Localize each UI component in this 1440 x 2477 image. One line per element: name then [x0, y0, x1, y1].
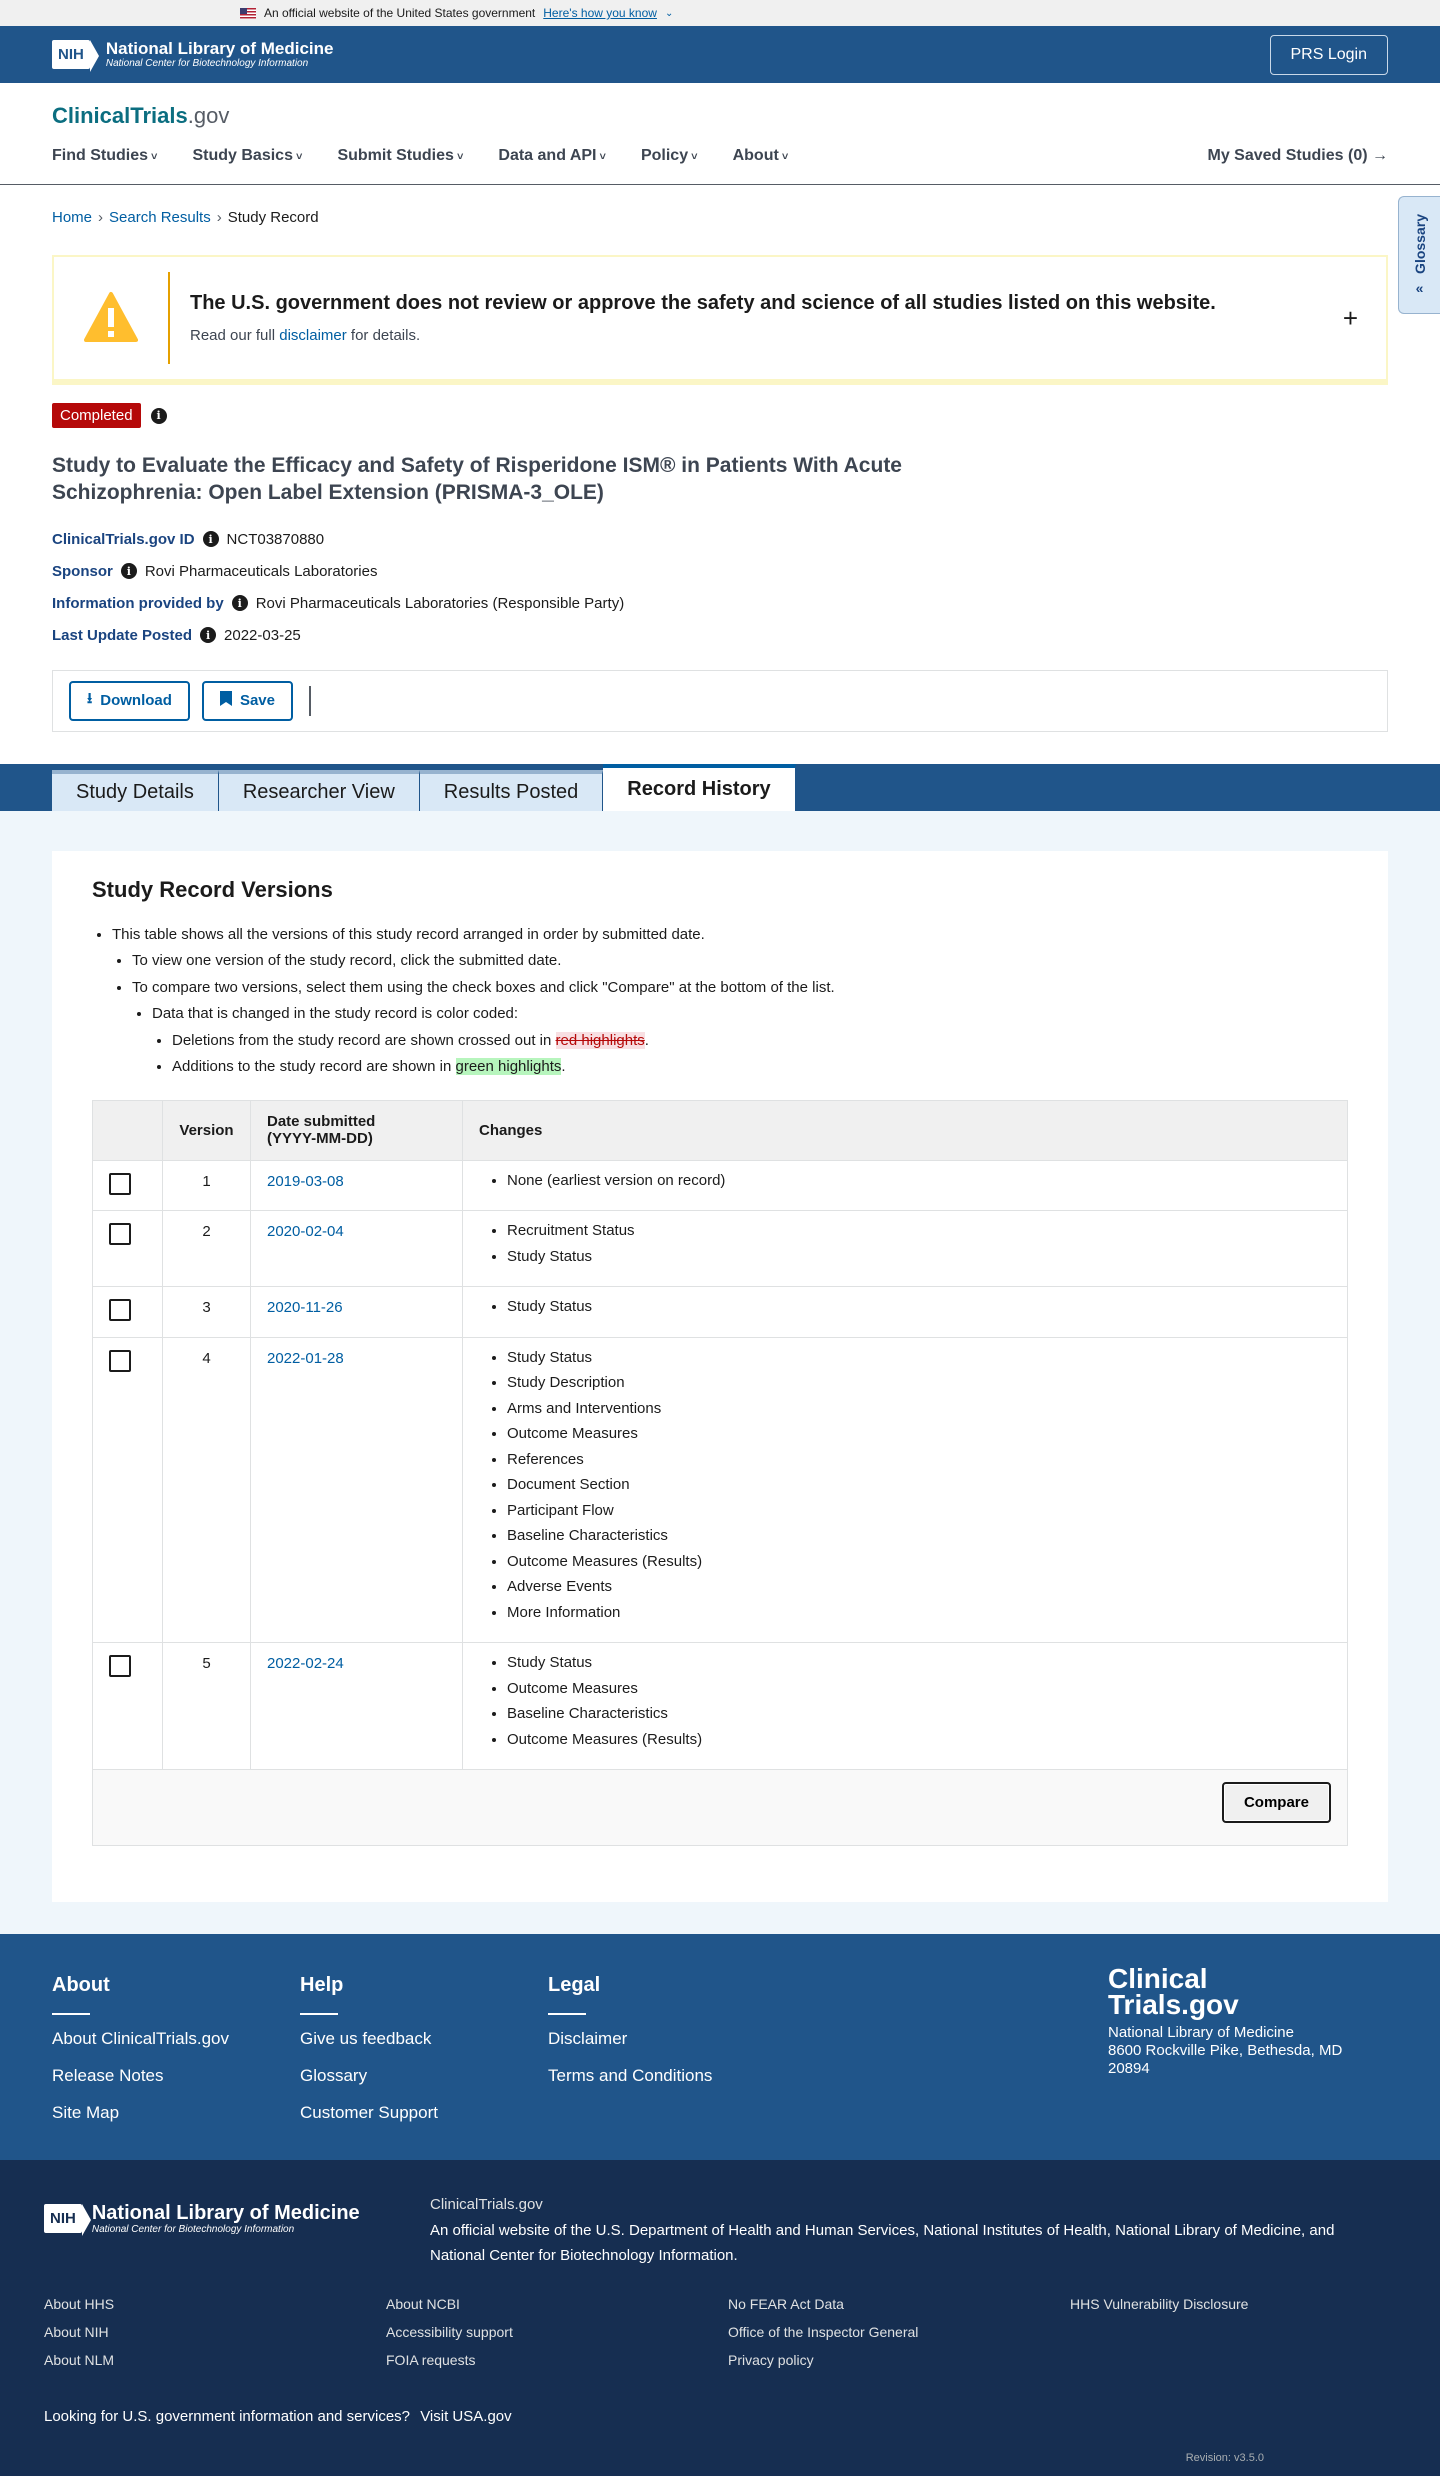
footer-link-glossary[interactable]: Glossary — [300, 2066, 368, 2086]
footer-logo-line2: Trials.gov — [1108, 1988, 1239, 2020]
official-website-text: An official website of the — [430, 2221, 592, 2239]
expand-plus-icon[interactable]: + — [1342, 302, 1358, 333]
link-hhs[interactable]: U.S. Department of Health and Human Services — [595, 2221, 915, 2239]
footer-utility-link[interactable]: FOIA requests — [386, 2352, 476, 2369]
legend-view-one: • To view one version of the study record, click the submitted date. — [132, 953, 1348, 970]
change-item: • More Information — [507, 1605, 1331, 1622]
change-item: • Study Status — [507, 1249, 1331, 1266]
select-cell — [93, 1287, 163, 1338]
footer-help-column — [300, 1974, 438, 2140]
change-item: • Baseline Characteristics — [507, 1706, 1331, 1723]
link-ncbi[interactable]: National Center for Biotechnology Information — [430, 2247, 734, 2265]
tab-record-history[interactable]: Record History — [603, 764, 795, 811]
link-nih[interactable]: National Institutes of Health — [923, 2221, 1107, 2239]
version-number: 5 — [163, 1643, 251, 1770]
sponsor-label: Sponsor — [52, 562, 113, 580]
disclaimer-link[interactable]: disclaimer — [279, 327, 347, 344]
footer-link-about-ct[interactable]: About ClinicalTrials.gov — [52, 2029, 229, 2049]
select-cell — [93, 1643, 163, 1770]
footer-clinicaltrials-logo[interactable] — [1108, 1963, 1358, 2020]
main-nav — [52, 147, 1388, 165]
changes-cell — [463, 1643, 1348, 1770]
brand-suffix: .gov — [187, 103, 230, 128]
usa-gov-row — [44, 2408, 512, 2425]
footer-link-terms[interactable]: Terms and Conditions — [548, 2066, 713, 2086]
footer-link-customer-support[interactable]: Customer Support — [300, 2103, 438, 2123]
changes-list — [507, 1350, 1331, 1622]
date-column-header — [251, 1100, 463, 1160]
gov-banner-text: An official website of the United States government — [264, 6, 536, 20]
date-header-label: Date submitted — [267, 1113, 376, 1131]
study-meta — [0, 507, 1440, 644]
site-header — [0, 83, 1440, 185]
record-history-card — [52, 851, 1388, 1903]
version-number: 2 — [163, 1211, 251, 1287]
submitted-date-link[interactable]: 2019-03-08 — [267, 1172, 344, 1190]
footer-utility-link[interactable]: Privacy policy — [728, 2352, 814, 2369]
download-button[interactable] — [69, 681, 190, 721]
link-nlm[interactable]: National Library of Medicine — [1115, 2221, 1302, 2239]
change-item: • None (earliest version on record) — [507, 1173, 1331, 1190]
footer-link-site-map[interactable]: Site Map — [52, 2103, 120, 2123]
table-row — [93, 1287, 1348, 1338]
toolbar-divider — [309, 686, 311, 716]
legend-intro: • This table shows all the versions of this study record arranged in order by submitted date. — [112, 927, 1348, 944]
footer-utility-link[interactable]: About NCBI — [386, 2296, 460, 2313]
nct-id-label: ClinicalTrials.gov ID — [52, 530, 195, 548]
date-header-format: (YYYY-MM-DD) — [267, 1130, 373, 1148]
footer-utility-link — [1070, 2324, 1412, 2340]
usa-gov-text: Looking for U.S. government information and services? — [44, 2408, 411, 2426]
compare-button[interactable]: Compare — [1222, 1782, 1331, 1823]
footer-rule — [548, 2013, 586, 2015]
chevron-down-icon: ⌄ — [664, 7, 674, 19]
nct-id-value: NCT03870880 — [226, 530, 325, 548]
info-icon[interactable]: i — [232, 595, 248, 611]
change-item: • Study Status — [507, 1299, 1331, 1316]
footer-street-address: 8600 Rockville Pike, Bethesda, MD 20894 — [1108, 2041, 1343, 2077]
version-column-header: Version — [163, 1100, 251, 1160]
prs-login-button[interactable]: PRS Login — [1270, 35, 1389, 75]
version-number: 1 — [163, 1160, 251, 1211]
footer-utility-link[interactable]: Accessibility support — [386, 2324, 513, 2341]
footer-org: National Library of Medicine — [1108, 2023, 1294, 2041]
action-bar — [52, 670, 1388, 732]
breadcrumb-home[interactable]: Home — [52, 209, 93, 226]
breadcrumb-current: Study Record — [227, 209, 319, 226]
footer-logo-line1: Clinical — [1108, 1963, 1208, 1995]
changes-cell — [463, 1160, 1348, 1211]
nav-submit-studies[interactable]: Submit Studies ˅ — [337, 147, 463, 165]
footer-link-feedback[interactable]: Give us feedback — [300, 2029, 432, 2049]
submitted-date-link[interactable]: 2020-02-04 — [267, 1223, 344, 1241]
change-item: • Recruitment Status — [507, 1223, 1331, 1240]
change-item: • Outcome Measures (Results) — [507, 1732, 1331, 1749]
footer-about-column — [52, 1974, 229, 2140]
heres-how-you-know-link[interactable]: Here's how you know — [543, 6, 657, 20]
additions-text: Additions to the study record are shown in — [172, 1058, 452, 1076]
footer-link-release-notes[interactable]: Release Notes — [52, 2066, 164, 2086]
footer-utility-link[interactable]: No FEAR Act Data — [728, 2296, 844, 2313]
select-cell — [93, 1337, 163, 1643]
disclaimer-title: The U.S. government does not review or approve the safety and science of all studies listed on this website. — [190, 292, 1216, 314]
footer-brand — [1108, 1963, 1358, 2078]
tab-study-details[interactable]: Study Details — [52, 770, 219, 811]
double-chevron-left-icon: « — [1415, 279, 1424, 296]
change-item: • Outcome Measures — [507, 1681, 1331, 1698]
footer-nlm-title: National Library of Medicine — [91, 2202, 360, 2225]
revision-label: Revision: v3.5.0 — [1185, 2452, 1264, 2465]
change-item: • Study Status — [507, 1655, 1331, 1672]
breadcrumb-separator-icon: › — [216, 209, 222, 226]
status-row — [0, 385, 1440, 428]
date-cell — [251, 1211, 463, 1287]
glossary-tab[interactable] — [1398, 196, 1440, 314]
breadcrumb — [0, 185, 1440, 245]
change-item: • Participant Flow — [507, 1503, 1331, 1520]
download-label: Download — [100, 692, 172, 710]
changes-list — [507, 1173, 1331, 1190]
info-icon[interactable]: i — [121, 563, 137, 579]
footer-utility-link[interactable]: About HHS — [44, 2296, 115, 2313]
red-highlight-sample: red highlights — [555, 1031, 645, 1049]
tab-researcher-view[interactable]: Researcher View — [219, 770, 420, 811]
footer-ncbi-subtitle: National Center for Biotechnology Information — [91, 2224, 295, 2236]
changes-list — [507, 1655, 1331, 1748]
study-title: Study to Evaluate the Efficacy and Safety of Risperidone ISM® in Patients With Acute Schizophrenia: Open Label Extension (PRISMA-3_OLE) — [52, 454, 902, 505]
footer-link-disclaimer[interactable]: Disclaimer — [548, 2029, 628, 2049]
versions-legend — [92, 927, 1348, 1076]
version-checkbox[interactable] — [109, 1299, 131, 1321]
table-header-row — [93, 1100, 1348, 1160]
status-badge: Completed — [52, 403, 141, 428]
submitted-date-link[interactable]: 2022-02-24 — [267, 1655, 344, 1673]
footer-legal-title: Legal — [548, 1974, 601, 1997]
nav-study-basics[interactable]: Study Basics ˅ — [192, 147, 302, 165]
info-icon[interactable]: i — [203, 531, 219, 547]
footer-rule — [52, 2013, 90, 2015]
legend-deletions: • Deletions from the study record are shown crossed out in red highlights. — [172, 1033, 1348, 1050]
date-cell — [251, 1337, 463, 1643]
disclaimer-pre: Read our full — [190, 327, 276, 344]
nlm-title: National Library of Medicine — [105, 38, 334, 58]
footer-top — [0, 1934, 1440, 2160]
select-cell — [93, 1160, 163, 1211]
brand-main: ClinicalTrials — [52, 103, 188, 128]
change-item: • Baseline Characteristics — [507, 1528, 1331, 1545]
changes-column-header: Changes — [463, 1100, 1348, 1160]
nav-data-and-api[interactable]: Data and API ˅ — [498, 147, 606, 165]
change-item: • Study Description — [507, 1375, 1331, 1392]
nih-header — [0, 26, 1440, 83]
footer-utility-links — [44, 2296, 1412, 2368]
footer-site-name: ClinicalTrials.gov — [430, 2196, 543, 2214]
change-item: • References — [507, 1452, 1331, 1469]
version-checkbox[interactable] — [109, 1173, 131, 1195]
changes-cell — [463, 1337, 1348, 1643]
footer-utility-link — [1070, 2352, 1412, 2368]
info-icon[interactable]: i — [200, 627, 216, 643]
nih-logo-box: NIH — [52, 40, 90, 69]
save-button[interactable] — [202, 681, 293, 721]
changes-list — [507, 1223, 1331, 1265]
ncbi-subtitle: National Center for Biotechnology Information — [105, 58, 309, 70]
date-cell — [251, 1160, 463, 1211]
footer-utility-link[interactable]: About NIH — [44, 2324, 109, 2341]
footer-utility-link[interactable]: Office of the Inspector General — [728, 2324, 919, 2341]
version-checkbox[interactable] — [109, 1223, 131, 1245]
change-item: • Adverse Events — [507, 1579, 1331, 1596]
save-label: Save — [239, 692, 275, 710]
legend-color-coded: • Data that is changed in the study record is color coded: — [152, 1006, 1348, 1023]
information-provided-value: Rovi Pharmaceuticals Laboratories (Responsible Party) — [255, 594, 625, 612]
nav-find-studies[interactable]: Find Studies ˅ — [52, 147, 157, 165]
footer-rule — [300, 2013, 338, 2015]
date-cell — [251, 1287, 463, 1338]
bookmark-icon — [220, 691, 232, 710]
deletions-text: Deletions from the study record are shown crossed out in — [172, 1031, 552, 1049]
last-update-value: 2022-03-25 — [224, 626, 301, 644]
footer-legal-column — [548, 1974, 712, 2103]
disclaimer-subtext — [190, 327, 1216, 344]
table-row — [93, 1337, 1348, 1643]
breadcrumb-separator-icon: › — [98, 209, 104, 226]
select-cell — [93, 1211, 163, 1287]
clinicaltrials-logo[interactable] — [52, 103, 229, 129]
disclaimer-post: for details. — [350, 327, 421, 344]
changes-cell — [463, 1287, 1348, 1338]
info-icon[interactable]: i — [151, 408, 167, 424]
change-item: • Document Section — [507, 1477, 1331, 1494]
my-saved-studies-link[interactable]: My Saved Studies (0) → — [1207, 147, 1388, 164]
glossary-label: Glossary — [1411, 214, 1428, 274]
compare-row — [93, 1770, 1348, 1846]
visit-usa-gov-link[interactable]: Visit USA.gov — [420, 2408, 512, 2426]
legend-additions: • Additions to the study record are shown in green highlights. — [172, 1059, 1348, 1076]
warning-icon — [84, 291, 138, 345]
information-provided-label: Information provided by — [52, 594, 224, 612]
nav-policy[interactable]: Policy ˅ — [641, 147, 698, 165]
version-number: 4 — [163, 1337, 251, 1643]
record-history-section — [0, 811, 1440, 1935]
tab-results-posted[interactable]: Results Posted — [420, 770, 604, 811]
last-update-label: Last Update Posted — [52, 626, 193, 644]
footer-official-info: ClinicalTrials.gov An official website of the U.S. Department of Health and Human Services, National Institutes of Health, National Library of Medicine, and National Center for Biotechnology Information. — [430, 2192, 1370, 2269]
study-tabs — [0, 764, 1440, 811]
versions-table-body — [93, 1160, 1348, 1770]
us-flag-icon — [240, 8, 256, 19]
submitted-date-link[interactable]: 2020-11-26 — [267, 1299, 343, 1317]
version-checkbox[interactable] — [109, 1655, 131, 1677]
breadcrumb-search-results[interactable]: Search Results — [109, 209, 211, 226]
version-number: 3 — [163, 1287, 251, 1338]
table-row — [93, 1211, 1348, 1287]
sponsor-value: Rovi Pharmaceuticals Laboratories — [144, 562, 378, 580]
footer-nih-logo-box: NIH — [44, 2204, 82, 2233]
submitted-date-link[interactable]: 2022-01-28 — [267, 1349, 344, 1367]
and-text: and — [1309, 2221, 1335, 2239]
table-row — [93, 1160, 1348, 1211]
versions-table — [92, 1100, 1348, 1847]
version-checkbox[interactable] — [109, 1350, 131, 1372]
select-column-header — [93, 1100, 163, 1160]
disclaimer-alert — [52, 255, 1388, 385]
footer-help-title: Help — [300, 1974, 344, 1997]
nlm-logo[interactable] — [52, 40, 334, 70]
change-item: • Outcome Measures — [507, 1426, 1331, 1443]
study-record-versions-title: Study Record Versions — [92, 876, 333, 902]
footer-utility-link[interactable]: HHS Vulnerability Disclosure — [1070, 2296, 1249, 2313]
legend-compare-two: • To compare two versions, select them using the check boxes and click "Compare" at the bottom of the list. — [132, 980, 1348, 997]
table-row — [93, 1643, 1348, 1770]
change-item: • Study Status — [507, 1350, 1331, 1367]
nav-about[interactable]: About ˅ — [733, 147, 789, 165]
change-item: • Outcome Measures (Results) — [507, 1554, 1331, 1571]
footer-address — [1108, 2024, 1358, 2078]
footer-about-title: About — [52, 1974, 110, 1997]
date-cell — [251, 1643, 463, 1770]
footer-utility-link[interactable]: About NLM — [44, 2352, 115, 2369]
change-item: • Arms and Interventions — [507, 1401, 1331, 1418]
gov-banner — [0, 0, 1440, 26]
download-icon: ⭳ — [87, 690, 93, 708]
footer-bottom — [0, 2160, 1440, 2476]
green-highlight-sample: green highlights — [455, 1058, 562, 1076]
changes-list — [507, 1299, 1331, 1316]
changes-cell — [463, 1211, 1348, 1287]
footer-nlm-logo[interactable] — [44, 2202, 360, 2235]
